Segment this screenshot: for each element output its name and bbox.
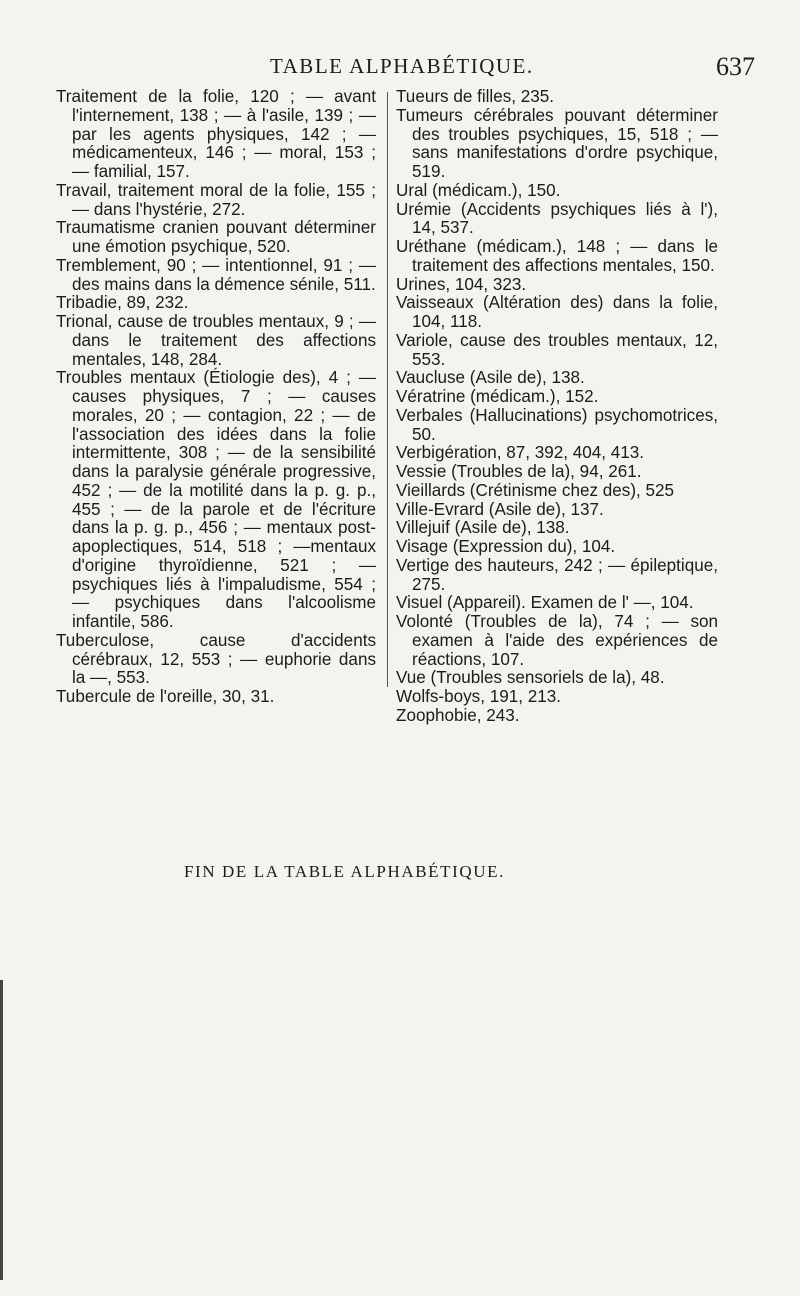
index-entry: Villejuif (Asile de), 138. [396,518,570,538]
index-entry: Tumeurs cérébrales pouvant déterminer des troubles psychiques, 15, 518 ; — sans manifestations d'ordre psychique, 519. [396,105,718,181]
index-entry: Traumatisme cranien pouvant déterminer une émotion psychique, 520. [56,218,376,256]
index-entry: Vératrine (médicam.), 152. [396,387,599,406]
index-entry: Visage (Expression du), 104. [396,537,616,556]
index-entry: Troubles mentaux (Étiologie des), 4 ; — causes physiques, 7 ; — causes morales, 20 ; — contagion, 22 ; — de l'association des idées dans la folie intermittente, 308 ; — de la sensibilité dans la paralysie générale progressive, 452 ; — de la motilité dans la p. g. p., 455 ; — de la parole et de l'écriture dans la p. g. p., 456 ; — mentaux post-apoplectiques, 514, 518 ; —mentaux d'origine thyroïdienne, 521 ; — psychiques liés à l'impaludisme, 554 ; — psychiques dans l'alcoolisme infantile, 586. [56,368,376,631]
running-title: TABLE ALPHABÉTIQUE. [270,54,534,78]
index-entry: Visuel (Appareil). Examen de l' —, 104. [396,593,694,613]
index-entry: Tubercule de l'oreille, 30, 31. [56,687,275,706]
closing-line: FIN DE LA TABLE ALPHABÉTIQUE. [184,862,505,881]
index-entry: Zoophobie, 243. [396,705,520,725]
page-binding-edge [0,980,3,1280]
page-number: 637 [716,52,755,81]
index-entry: Vieillards (Crétinisme chez des), 525 [396,480,675,500]
column-divider [387,92,388,687]
index-entry: Ural (médicam.), 150. [396,180,561,200]
index-entry: Ville-Evrard (Asile de), 137. [396,499,604,519]
index-entry: Urémie (Accidents psychiques liés à l'), 14, 537. [396,199,718,238]
index-entry: Travail, traitement moral de la folie, 155 ; — dans l'hystérie, 272. [56,180,376,219]
index-entry: Tremblement, 90 ; — intentionnel, 91 ; — des mains dans la démence sénile, 511. [56,255,376,294]
index-entry: Uréthane (médicam.), 148 ; — dans le traitement des affections mentales, 150. [396,237,718,275]
index-entry: Tuberculose, cause d'accidents cérébraux, 12, 553 ; — euphorie dans la —, 553. [56,630,376,688]
index-entry: Volonté (Troubles de la), 74 ; — son examen à l'aide des expériences de réactions, 107. [396,612,718,669]
index-entry: Tribadie, 89, 232. [56,293,189,313]
index-entry: Verbales (Hallucinations) psychomotrices, 50. [396,405,718,444]
right-index-column [396,88,718,726]
left-index-column [56,88,376,707]
index-entry: Vessie (Troubles de la), 94, 261. [396,462,642,481]
page-header [0,52,800,88]
index-entry: Tueurs de filles, 235. [396,87,555,106]
index-entry: Verbigération, 87, 392, 404, 413. [396,443,645,463]
index-entry: Wolfs-boys, 191, 213. [396,687,562,706]
index-entry: Vertige des hauteurs, 242 ; — épileptique, 275. [396,555,718,594]
index-entry: Traitement de la folie, 120 ; — avant l'internement, 138 ; — à l'asile, 139 ; — par les agents physiques, 142 ; — médicamenteux, 146 ; — moral, 153 ; — familial, 157. [56,87,376,181]
index-entry: Trional, cause de troubles mentaux, 9 ; — dans le traitement des affections mentales, 148, 284. [56,312,376,369]
index-entry: Vue (Troubles sensoriels de la), 48. [396,668,665,688]
index-entry: Vaucluse (Asile de), 138. [396,368,585,388]
index-entry: Variole, cause des troubles mentaux, 12, 553. [396,330,718,369]
index-entry: Vaisseaux (Altération des) dans la folie, 104, 118. [396,293,718,331]
index-entry: Urines, 104, 323. [396,274,527,294]
